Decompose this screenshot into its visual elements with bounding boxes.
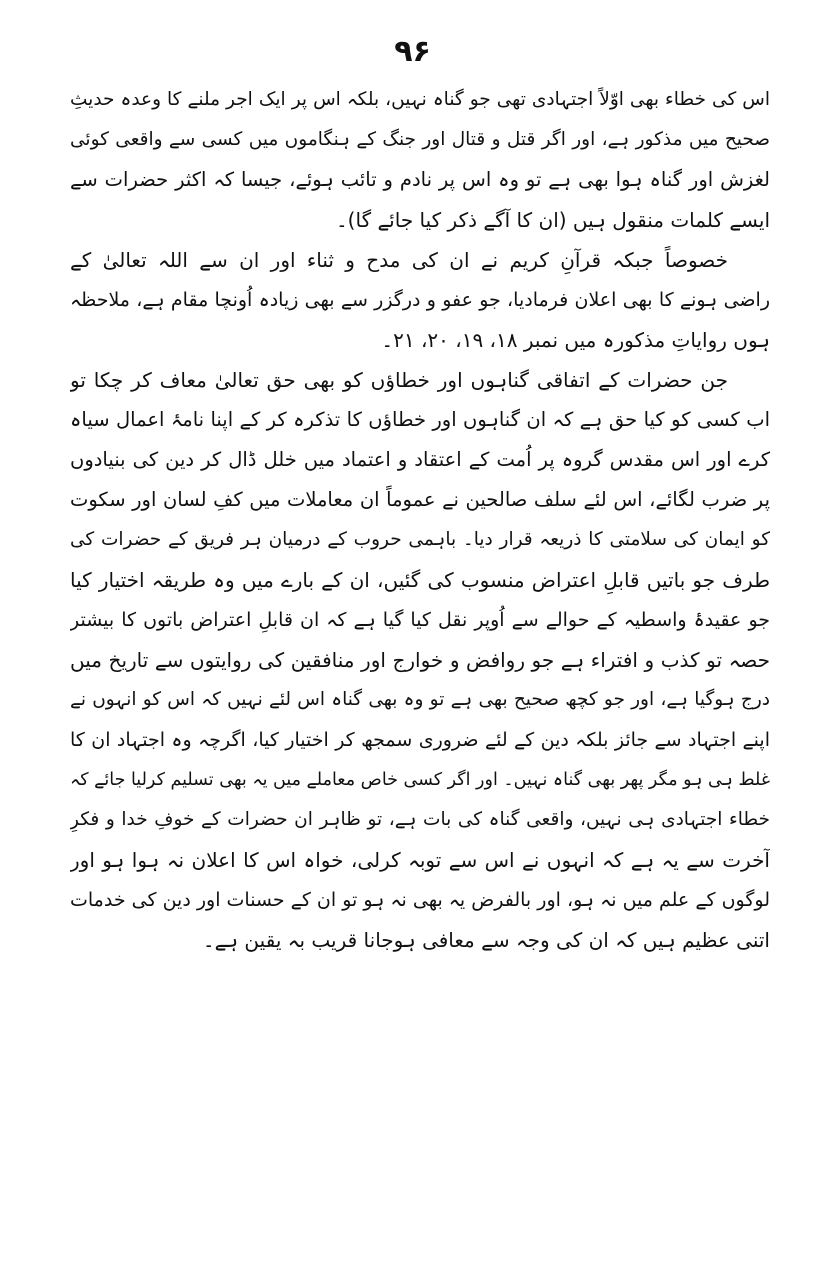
text-line: اپنے اجتہاد سے جائز بلکہ دین کے لئے ضروری سمجھ کر اختیار کیا، اگرچہ وہ اجتہاد ان کا — [70, 729, 770, 751]
text-line: درج ہوگیا ہے، اور جو کچھ صحیح بھی ہے تو وہ بھی گناہ اس لئے نہیں کہ اس کو انہوں نے — [70, 689, 770, 710]
text-line: جن حضرات کے اتفاقی گناہوں اور خطاؤں کو بھی حق تعالیٰ معاف کر چکا تو — [70, 368, 728, 392]
text-line: خطاء اجتہادی ہی نہیں، واقعی گناہ کی بات ہے، تو ظاہر ان حضرات کے خوفِ خدا و فکرِ — [70, 809, 770, 830]
text-line: راضی ہونے کا بھی اعلان فرمادیا، جو عفو و درگزر سے بھی زیادہ اُونچا مقام ہے، ملاحظہ — [70, 289, 770, 311]
text-body — [70, 80, 770, 960]
text-line: اتنی عظیم ہیں کہ ان کی وجہ سے معافی ہوجانا قریب بہ یقین ہے۔ — [202, 928, 770, 952]
text-line: صحیح میں مذکور ہے، اور اگر قتل و قتال اور جنگ کے ہنگاموں میں کسی سے واقعی کوئی — [70, 129, 770, 150]
text-line: غلط ہی ہو مگر پھر بھی گناہ نہیں۔ اور اگر کسی خاص معاملے میں یہ بھی تسلیم کرلیا جائے کہ — [70, 770, 770, 790]
text-line: کرے اور اس مقدس گروہ پر اُمت کے اعتقاد و اعتماد میں خلل ڈال کر دین کی بنیادوں — [70, 448, 770, 471]
text-line: حصہ تو کذب و افتراء ہے جو روافض و خوارج اور منافقین کی روایتوں سے تاریخ میں — [70, 648, 770, 672]
text-line: کو ایمان کی سلامتی کا ذریعہ قرار دیا۔ باہمی حروب کے درمیان ہر فریق کے حضرات کی — [70, 529, 770, 550]
text-line: ایسے کلمات منقول ہیں (ان کا آگے ذکر کیا جائے گا)۔ — [335, 208, 770, 232]
text-line: خصوصاً جبکہ قرآنِ کریم نے ان کی مدح و ثناء اور ان سے اللہ تعالیٰ کے — [70, 248, 728, 272]
text-line: اب کسی کو کیا حق ہے کہ ان گناہوں اور خطاؤں کا تذکرہ کر کے اپنا نامۂ اعمال سیاہ — [70, 408, 770, 431]
text-line: لوگوں کے علم میں نہ ہو، اور بالفرض یہ بھی نہ ہو تو ان کے حسنات اور دین کی خدمات — [70, 889, 770, 911]
page-number: ۹۶ — [394, 34, 431, 69]
text-line: اس کی خطاء بھی اوّلاً اجتہادی تھی جو گناہ نہیں، بلکہ اس پر ایک اجر ملنے کا وعدہ حدیثِ — [70, 89, 770, 110]
text-line: لغزش اور گناہ ہوا بھی ہے تو وہ اس پر نادم و تائب ہوئے، جیسا کہ اکثر حضرات سے — [70, 168, 770, 191]
text-line: ہوں روایاتِ مذکورہ میں نمبر ۱۸، ۱۹، ۲۰، ۲۱۔ — [381, 328, 770, 352]
text-line: جو عقیدۂ واسطیہ کے حوالے سے اُوپر نقل کیا گیا ہے کہ ان قابلِ اعتراض باتوں کا بیشتر — [70, 609, 770, 631]
text-line: طرف جو باتیں قابلِ اعتراض منسوب کی گئیں، ان کے بارے میں وہ طریقہ اختیار کیا — [70, 568, 770, 592]
text-line: پر ضرب لگائے، اس لئے سلف صالحین نے عموماً ان معاملات میں کفِ لسان اور سکوت — [70, 488, 770, 511]
text-line: آخرت سے یہ ہے کہ انہوں نے اس سے توبہ کرلی، خواہ اس کا اعلان نہ ہوا ہو اور — [70, 848, 770, 872]
